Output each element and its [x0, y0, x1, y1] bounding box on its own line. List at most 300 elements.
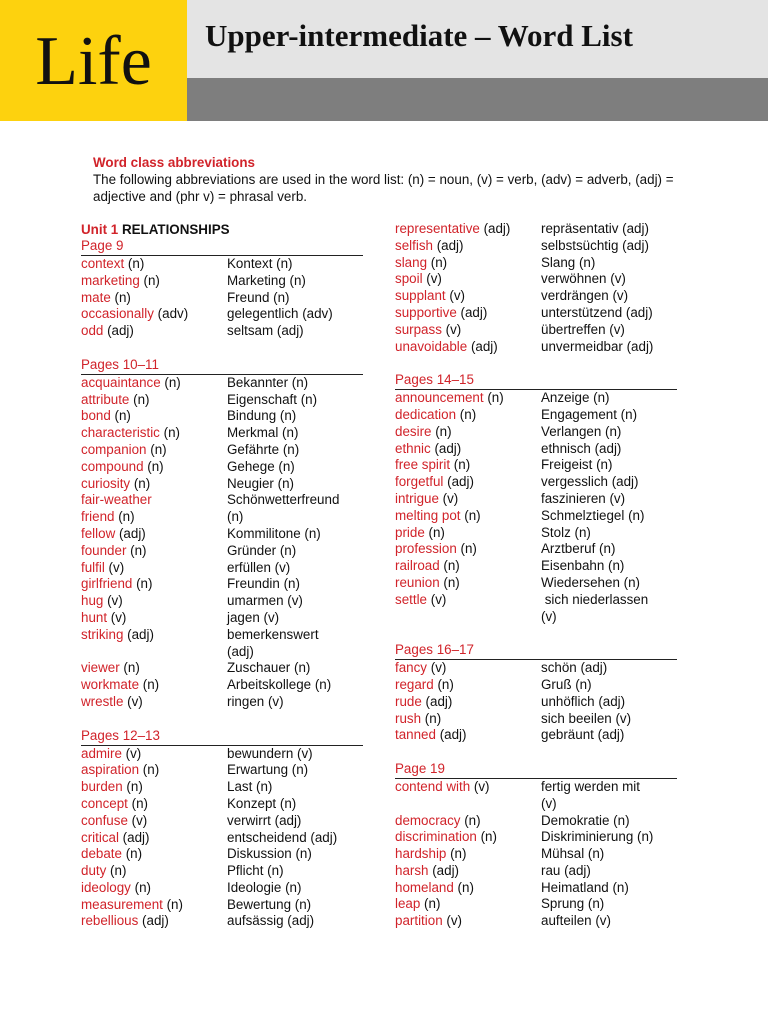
word-class: (adj): [432, 237, 464, 253]
german-translation: [227, 593, 363, 610]
english-word: profession: [395, 541, 457, 557]
german-text: Kontext (n): [227, 256, 293, 271]
word-class: (n): [483, 390, 504, 406]
word-entry: [395, 558, 677, 575]
section-spacer: [395, 625, 677, 642]
german-text: Stolz (n): [541, 524, 591, 540]
english-word: dedication: [395, 406, 457, 422]
word-entry: [395, 255, 677, 272]
english-word: settle: [395, 591, 428, 607]
english-word: partition: [395, 913, 443, 929]
word-entry: [81, 660, 363, 677]
german-translation: [541, 660, 677, 677]
english-word: railroad: [395, 558, 440, 574]
german-translation: [541, 880, 677, 897]
english-word: measurement: [81, 896, 163, 912]
word-class: (v): [123, 693, 143, 709]
german-translation: [541, 407, 677, 424]
german-text: unvermeidbar (adj): [541, 338, 654, 354]
english-word: intrigue: [395, 490, 439, 506]
german-translation: [541, 305, 677, 322]
word-class: (n): [110, 408, 131, 424]
german-translation: [541, 508, 677, 525]
word-entry: [395, 322, 677, 339]
german-text: Sprung (n): [541, 896, 605, 912]
english-term: [81, 897, 227, 914]
english-word: desire: [395, 423, 432, 439]
word-entry: [395, 846, 677, 863]
german-text: schön (adj): [541, 660, 608, 676]
english-term: [395, 863, 541, 880]
word-entry: [395, 813, 677, 830]
section-heading: Pages 16–17: [395, 642, 677, 660]
english-term: [81, 306, 227, 323]
word-entry: [81, 576, 363, 593]
word-entry: [395, 592, 677, 626]
english-term: [395, 441, 541, 458]
word-entry: [81, 306, 363, 323]
english-word: critical: [81, 829, 119, 845]
english-word: context: [81, 256, 125, 271]
german-translation: [227, 560, 363, 577]
german-text: Engagement (n): [541, 406, 638, 422]
word-entry: [81, 846, 363, 863]
german-translation: [227, 256, 363, 273]
word-class: (adj): [123, 626, 154, 642]
english-term: [395, 508, 541, 525]
word-entry: [395, 390, 677, 407]
english-term: [81, 796, 227, 813]
word-entry: [81, 593, 363, 610]
german-text-cont: (v): [541, 608, 557, 624]
word-class: (n): [439, 558, 460, 574]
section-heading: Page 9: [81, 238, 363, 256]
english-term: [395, 558, 541, 575]
german-text: Heimatland (n): [541, 879, 629, 895]
german-translation: [227, 425, 363, 442]
word-entry: [81, 459, 363, 476]
english-word: admire: [81, 745, 122, 761]
english-word: representative: [395, 221, 480, 236]
word-class: (v): [441, 321, 462, 337]
word-class: (n): [139, 272, 160, 288]
word-class: (n): [162, 896, 183, 912]
english-word: harsh: [395, 862, 429, 878]
english-word: ethnic: [395, 440, 431, 456]
german-translation: [227, 813, 363, 830]
english-word: announcement: [395, 390, 484, 406]
word-class: (v): [104, 559, 125, 575]
word-entry: [395, 727, 677, 744]
german-text: seltsam (adj): [227, 323, 304, 339]
german-text: erfüllen (v): [227, 559, 291, 575]
word-entry: [395, 677, 677, 694]
german-text-cont: (n): [227, 509, 244, 525]
english-term: [395, 541, 541, 558]
word-class: (n): [420, 896, 441, 912]
word-class: (n): [130, 475, 151, 491]
german-translation: [541, 221, 677, 238]
word-class: (v): [470, 778, 490, 794]
german-translation: [541, 779, 677, 813]
german-translation: [541, 255, 677, 272]
english-term: [81, 779, 227, 796]
word-entry: [81, 880, 363, 897]
german-translation: [541, 813, 677, 830]
english-word: odd: [81, 323, 104, 339]
word-class: (n): [456, 406, 477, 422]
english-word: rebellious: [81, 913, 139, 929]
english-term: [395, 846, 541, 863]
english-term: [81, 543, 227, 560]
word-entry: [395, 288, 677, 305]
english-word: slang: [395, 254, 428, 270]
german-text: unhöflich (adj): [541, 693, 626, 709]
word-entry: [81, 762, 363, 779]
german-translation: [227, 796, 363, 813]
german-translation: [541, 541, 677, 558]
word-entry: [395, 541, 677, 558]
unit-label: Unit 1: [81, 222, 119, 237]
english-term: [395, 390, 541, 407]
german-text: Demokratie (n): [541, 812, 630, 828]
german-translation: [227, 476, 363, 493]
word-class: (n): [460, 812, 481, 828]
unit-heading: [81, 221, 363, 238]
english-word: acquaintance: [81, 374, 161, 390]
word-class: (v): [427, 591, 447, 607]
word-class: (n): [114, 509, 135, 525]
section-heading: Page 19: [395, 761, 677, 779]
german-text: Gehege (n): [227, 458, 295, 474]
section-spacer: [81, 340, 363, 357]
english-term: [81, 846, 227, 863]
english-term: [81, 677, 227, 694]
german-translation: [541, 896, 677, 913]
german-translation: [227, 526, 363, 543]
german-text: verwöhnen (v): [541, 271, 626, 287]
german-text: sich niederlassen: [541, 591, 649, 607]
english-word: forgetful: [395, 474, 444, 490]
word-entry: [81, 863, 363, 880]
word-class: (adj): [103, 323, 134, 339]
word-entry: [81, 492, 363, 526]
word-class: (n): [160, 374, 181, 390]
german-text: Schmelztiegel (n): [541, 507, 645, 523]
german-translation: [227, 762, 363, 779]
german-translation: [541, 846, 677, 863]
english-word: attribute: [81, 391, 130, 407]
section-spacer: [395, 355, 677, 372]
german-translation: [227, 442, 363, 459]
abbreviations-text: The following abbreviations are used in the word list: (n) = noun, (v) = verb, (adv) = adverb, (adj) = adjective and (phr v) = phrasal verb.: [93, 172, 674, 204]
english-word: pride: [395, 524, 425, 540]
english-term: [81, 526, 227, 543]
word-entry: [81, 290, 363, 307]
english-term: [81, 290, 227, 307]
word-entry: [395, 694, 677, 711]
german-text: Gründer (n): [227, 542, 297, 558]
german-text-cont: (adj): [227, 643, 254, 659]
section-heading: Pages 14–15: [395, 372, 677, 390]
word-entry: [81, 913, 363, 930]
english-term: [395, 592, 541, 626]
word-class: (v): [103, 593, 123, 609]
german-text: Schönwetterfreund: [227, 492, 340, 508]
english-term: [81, 813, 227, 830]
german-text: Pflicht (n): [227, 863, 284, 879]
english-term: [81, 408, 227, 425]
german-text: bemerkenswert: [227, 626, 319, 642]
german-translation: [541, 322, 677, 339]
word-class: (n): [110, 289, 131, 305]
german-text: faszinieren (v): [541, 490, 626, 506]
german-text: rau (adj): [541, 862, 591, 878]
english-word: regard: [395, 676, 434, 692]
word-class: (n): [119, 660, 140, 676]
word-entry: [81, 392, 363, 409]
english-term: [395, 711, 541, 728]
section-spacer: [81, 711, 363, 728]
word-entry: [395, 863, 677, 880]
german-translation: [541, 424, 677, 441]
english-word: marketing: [81, 272, 140, 288]
word-entry: [395, 424, 677, 441]
word-class: (v): [422, 271, 442, 287]
word-class: (n): [427, 254, 448, 270]
german-translation: [227, 746, 363, 763]
word-class: (v): [438, 490, 459, 506]
german-text: repräsentativ (adj): [541, 221, 649, 236]
german-text: Anzeige (n): [541, 390, 610, 406]
word-entry: [395, 305, 677, 322]
german-text: Ideologie (n): [227, 879, 302, 895]
word-entry: [81, 442, 363, 459]
word-entry: [81, 746, 363, 763]
section-spacer: [395, 744, 677, 761]
english-word: ideology: [81, 879, 131, 895]
german-translation: [541, 913, 677, 930]
english-word: supportive: [395, 304, 457, 320]
english-term: [81, 375, 227, 392]
word-entry: [395, 457, 677, 474]
german-text: selbstsüchtig (adj): [541, 237, 649, 253]
word-entry: [81, 526, 363, 543]
english-word: characteristic: [81, 425, 160, 441]
word-class: (n): [126, 542, 147, 558]
life-logo: [0, 0, 187, 121]
word-entry: [395, 238, 677, 255]
english-word: unavoidable: [395, 338, 468, 354]
word-entry: [395, 221, 677, 238]
english-term: [395, 322, 541, 339]
right-column: [395, 221, 677, 930]
word-class: (n): [439, 574, 460, 590]
abbreviations-heading: Word class abbreviations: [93, 155, 255, 170]
german-translation: [227, 863, 363, 880]
page-title: Upper-intermediate – Word List: [205, 18, 633, 53]
english-word: hug: [81, 593, 104, 609]
word-class: (n): [129, 391, 150, 407]
english-word: hardship: [395, 846, 447, 862]
word-class: (n): [453, 879, 474, 895]
word-class: (adj): [443, 474, 474, 490]
word-entry: [395, 575, 677, 592]
english-term: [395, 813, 541, 830]
english-term: [81, 830, 227, 847]
english-term: [395, 271, 541, 288]
english-word: girlfriend: [81, 576, 133, 592]
german-translation: [541, 592, 677, 626]
word-entry: [81, 323, 363, 340]
english-word: founder: [81, 542, 127, 558]
english-term: [395, 339, 541, 356]
german-translation: [227, 306, 363, 323]
word-class: (adv): [153, 306, 189, 322]
english-term: [395, 660, 541, 677]
german-text: Wiedersehen (n): [541, 574, 640, 590]
english-term: [395, 255, 541, 272]
word-entry: [81, 408, 363, 425]
word-entry: [81, 796, 363, 813]
english-term: [81, 425, 227, 442]
english-term: [395, 575, 541, 592]
word-class: (n): [130, 879, 151, 895]
word-entry: [81, 425, 363, 442]
english-word: concept: [81, 795, 128, 811]
english-word: selfish: [395, 237, 433, 253]
english-term: [81, 392, 227, 409]
word-class: (n): [431, 423, 452, 439]
english-term: [81, 560, 227, 577]
german-translation: [541, 491, 677, 508]
german-text: verdrängen (v): [541, 288, 629, 304]
word-class: (adj): [467, 338, 498, 354]
german-text: Neugier (n): [227, 475, 294, 491]
word-entry: [81, 256, 363, 273]
word-class: (n): [159, 425, 180, 441]
english-word: free spirit: [395, 457, 451, 473]
title-bar: [187, 0, 768, 78]
word-class: (n): [446, 846, 467, 862]
english-word: tanned: [395, 727, 436, 743]
german-text-cont: (v): [541, 795, 557, 811]
word-entry: [395, 779, 677, 813]
english-word: confuse: [81, 812, 128, 828]
word-class: (n): [433, 676, 454, 692]
word-entry: [395, 913, 677, 930]
german-translation: [227, 846, 363, 863]
german-text: ethnisch (adj): [541, 440, 622, 456]
german-translation: [227, 830, 363, 847]
word-class: (n): [476, 829, 497, 845]
english-word: democracy: [395, 812, 461, 828]
word-class: (n): [460, 507, 481, 523]
english-term: [81, 256, 227, 273]
english-word: fulfil: [81, 559, 105, 575]
english-term: [395, 829, 541, 846]
word-class: (v): [427, 660, 447, 676]
word-class: (n): [450, 457, 471, 473]
english-term: [395, 779, 541, 813]
word-entry: [395, 660, 677, 677]
german-text: bewundern (v): [227, 745, 313, 761]
german-translation: [227, 627, 363, 661]
english-term: [81, 273, 227, 290]
german-translation: [541, 525, 677, 542]
english-term: [395, 238, 541, 255]
word-entry: [395, 491, 677, 508]
german-translation: [541, 727, 677, 744]
english-term: [81, 880, 227, 897]
section-heading: Pages 12–13: [81, 728, 363, 746]
german-translation: [227, 897, 363, 914]
german-translation: [227, 375, 363, 392]
english-word: fancy: [395, 660, 428, 676]
english-term: [81, 863, 227, 880]
german-text: sich beeilen (v): [541, 710, 632, 726]
german-text: Freundin (n): [227, 576, 300, 592]
german-translation: [541, 829, 677, 846]
german-translation: [227, 913, 363, 930]
german-text: verwirrt (adj): [227, 812, 302, 828]
german-translation: [227, 660, 363, 677]
word-class: (n): [139, 762, 160, 778]
german-translation: [227, 543, 363, 560]
word-class: (v): [121, 745, 142, 761]
english-word: surpass: [395, 321, 442, 337]
english-word: contend with: [395, 778, 471, 794]
german-text: Last (n): [227, 779, 273, 795]
word-class: (v): [127, 812, 148, 828]
english-word: compound: [81, 458, 144, 474]
english-term: [81, 323, 227, 340]
english-word: supplant: [395, 288, 446, 304]
word-entry: [395, 880, 677, 897]
german-translation: [541, 558, 677, 575]
english-term: [81, 913, 227, 930]
english-term: [81, 476, 227, 493]
english-term: [81, 627, 227, 661]
word-entry: [81, 543, 363, 560]
word-class: (n): [146, 441, 167, 457]
english-word: leap: [395, 896, 421, 912]
word-class: (n): [122, 779, 143, 795]
german-translation: [541, 441, 677, 458]
german-text: Marketing (n): [227, 272, 306, 288]
german-text: Kommilitone (n): [227, 525, 321, 541]
german-text: ringen (v): [227, 693, 284, 709]
english-word: mate: [81, 289, 111, 305]
english-term: [395, 677, 541, 694]
german-translation: [541, 238, 677, 255]
german-translation: [227, 459, 363, 476]
german-translation: [541, 457, 677, 474]
abbreviations-intro: [93, 154, 683, 205]
english-word: bond: [81, 408, 111, 424]
german-translation: [541, 711, 677, 728]
english-word: wrestle: [81, 693, 124, 709]
word-class: (adj): [115, 525, 146, 541]
german-text: Bindung (n): [227, 408, 297, 424]
english-word: hunt: [81, 609, 108, 625]
german-text: Bekannter (n): [227, 374, 309, 390]
german-text: Mühsal (n): [541, 846, 605, 862]
german-translation: [227, 694, 363, 711]
german-text: gelegentlich (adv): [227, 306, 333, 322]
german-text: Diskussion (n): [227, 846, 312, 862]
english-word: fair-weather: [81, 492, 152, 508]
